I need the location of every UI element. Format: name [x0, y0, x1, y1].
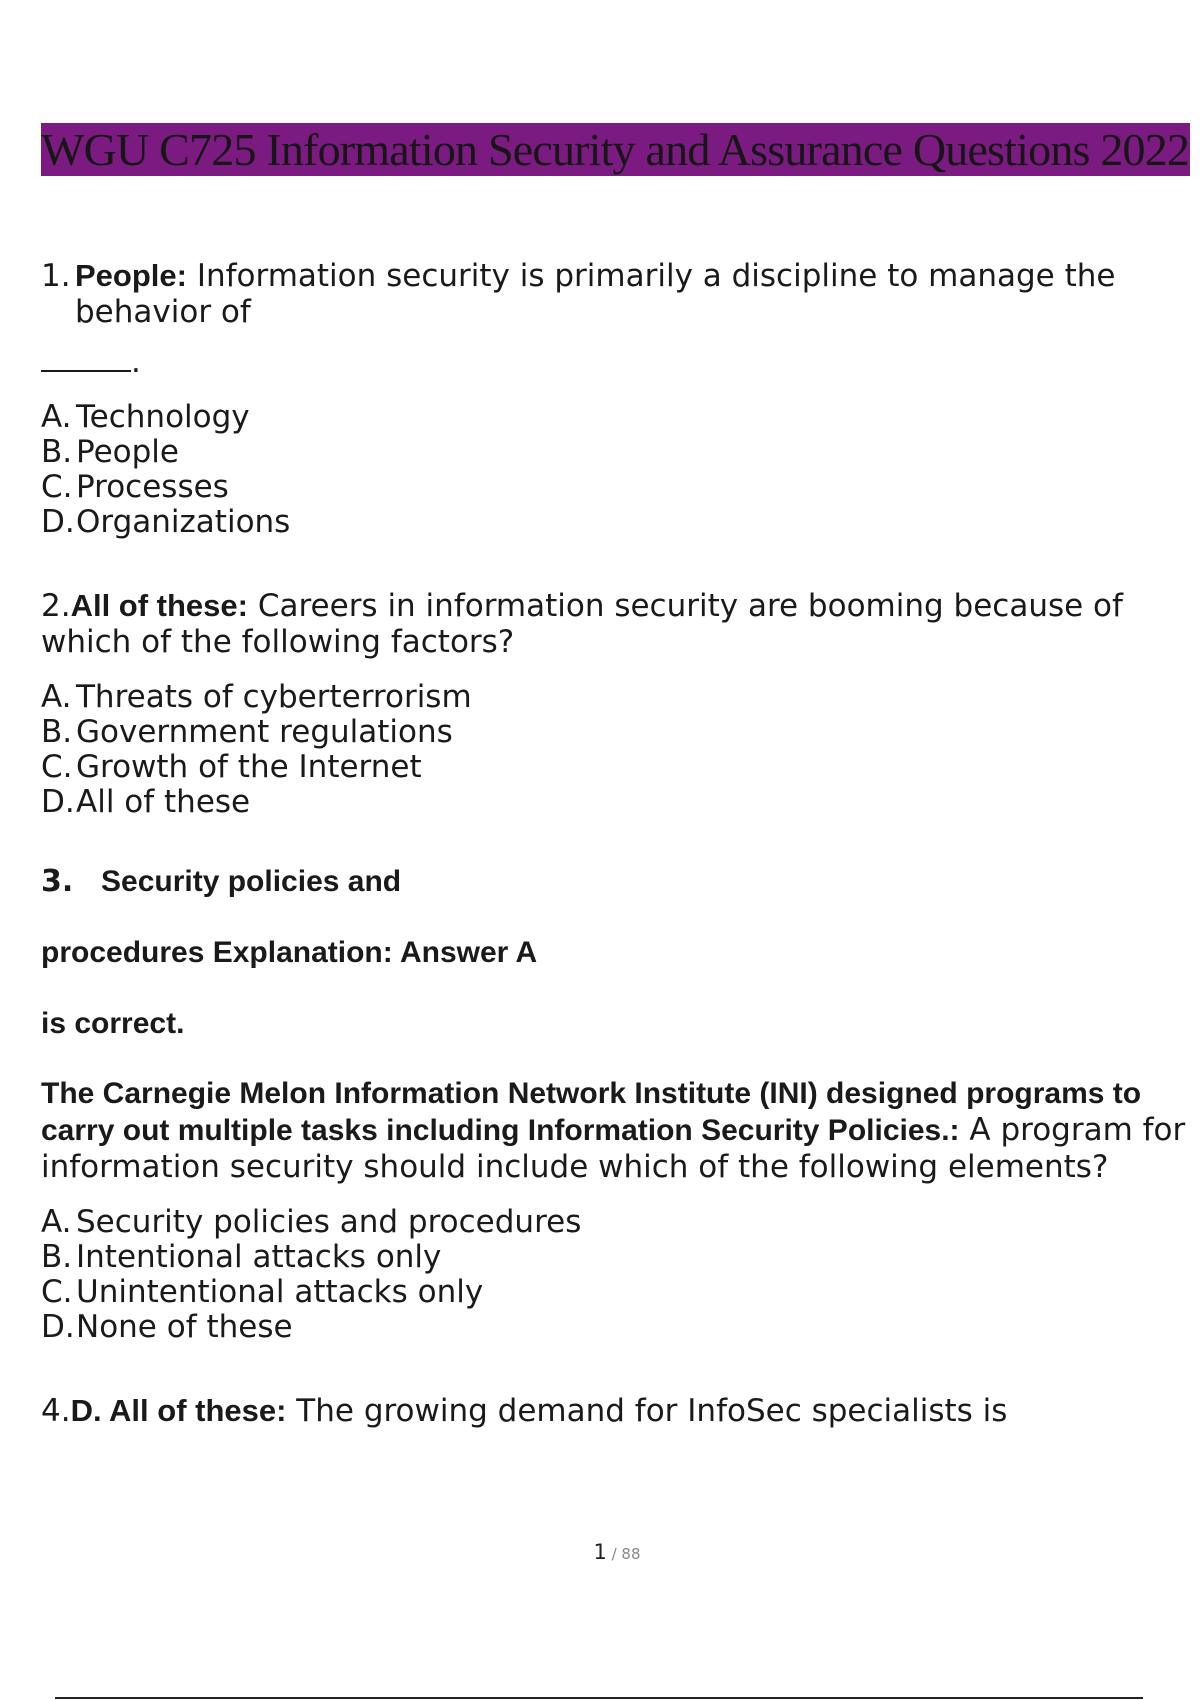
question-number: 2.: [41, 588, 71, 624]
question-3-options: [41, 1205, 1191, 1345]
answer-blank: [41, 370, 131, 372]
question-3-explanation: procedures Explanation: Answer A: [41, 936, 538, 969]
question-text: [75, 258, 1191, 330]
option-b: B. People: [41, 434, 179, 470]
option-d: D. None of these: [41, 1309, 293, 1345]
option-a: A. Threats of cyberterrorism: [41, 679, 472, 715]
question-number: 1.: [41, 258, 71, 294]
option-c: C. Unintentional attacks only: [41, 1274, 484, 1310]
question-number: 4.: [41, 1393, 71, 1429]
question-3-heading: 3. Security policies and: [41, 864, 402, 899]
question-body: Careers in information security are booming because of which of the following factors?: [41, 588, 1123, 660]
option-c: C. Processes: [41, 469, 229, 505]
question-body: Information security is primarily a discipline to manage the behavior of: [75, 258, 1116, 330]
option-b: B. Government regulations: [41, 714, 453, 750]
question-answer: All of these:: [70, 588, 248, 623]
question-1-options: [41, 400, 1191, 540]
option-a: A. Security policies and procedures: [41, 1204, 582, 1240]
question-body: The growing demand for InfoSec specialists is: [286, 1393, 1008, 1429]
question-answer: D. All of these:: [70, 1393, 287, 1428]
question-1-blank: .: [41, 344, 1191, 380]
option-d: D. All of these: [41, 784, 251, 820]
footer-rule: [55, 1697, 1143, 1699]
question-3: [41, 1075, 1191, 1185]
option-c: C. Growth of the Internet: [41, 749, 422, 785]
question-answer: The Carnegie Melon Information Network Institute (INI) designed programs to carry out multiple tasks including Information Security Policies.:: [41, 1077, 1142, 1147]
document-content: [41, 258, 1191, 1429]
question-answer: People:: [75, 258, 187, 293]
current-page: 1: [593, 1540, 607, 1564]
question-4: [41, 1393, 1191, 1429]
question-number: 3.: [41, 864, 74, 899]
page-number: [0, 1540, 1200, 1564]
question-2: [41, 588, 1191, 660]
option-b: B. Intentional attacks only: [41, 1239, 442, 1275]
total-pages: / 88: [606, 1545, 641, 1563]
document-title: WGU C725 Information Security and Assurance Questions 2022: [41, 124, 1190, 175]
question-1: [41, 258, 1191, 330]
document-title-bar: [41, 123, 1190, 176]
question-body: A program for information security should include which of the following elements?: [41, 1112, 1186, 1185]
option-a: A. Technology: [41, 399, 250, 435]
question-2-options: [41, 680, 1191, 820]
question-3-correct: is correct.: [41, 1007, 185, 1040]
option-d: D. Organizations: [41, 504, 291, 540]
